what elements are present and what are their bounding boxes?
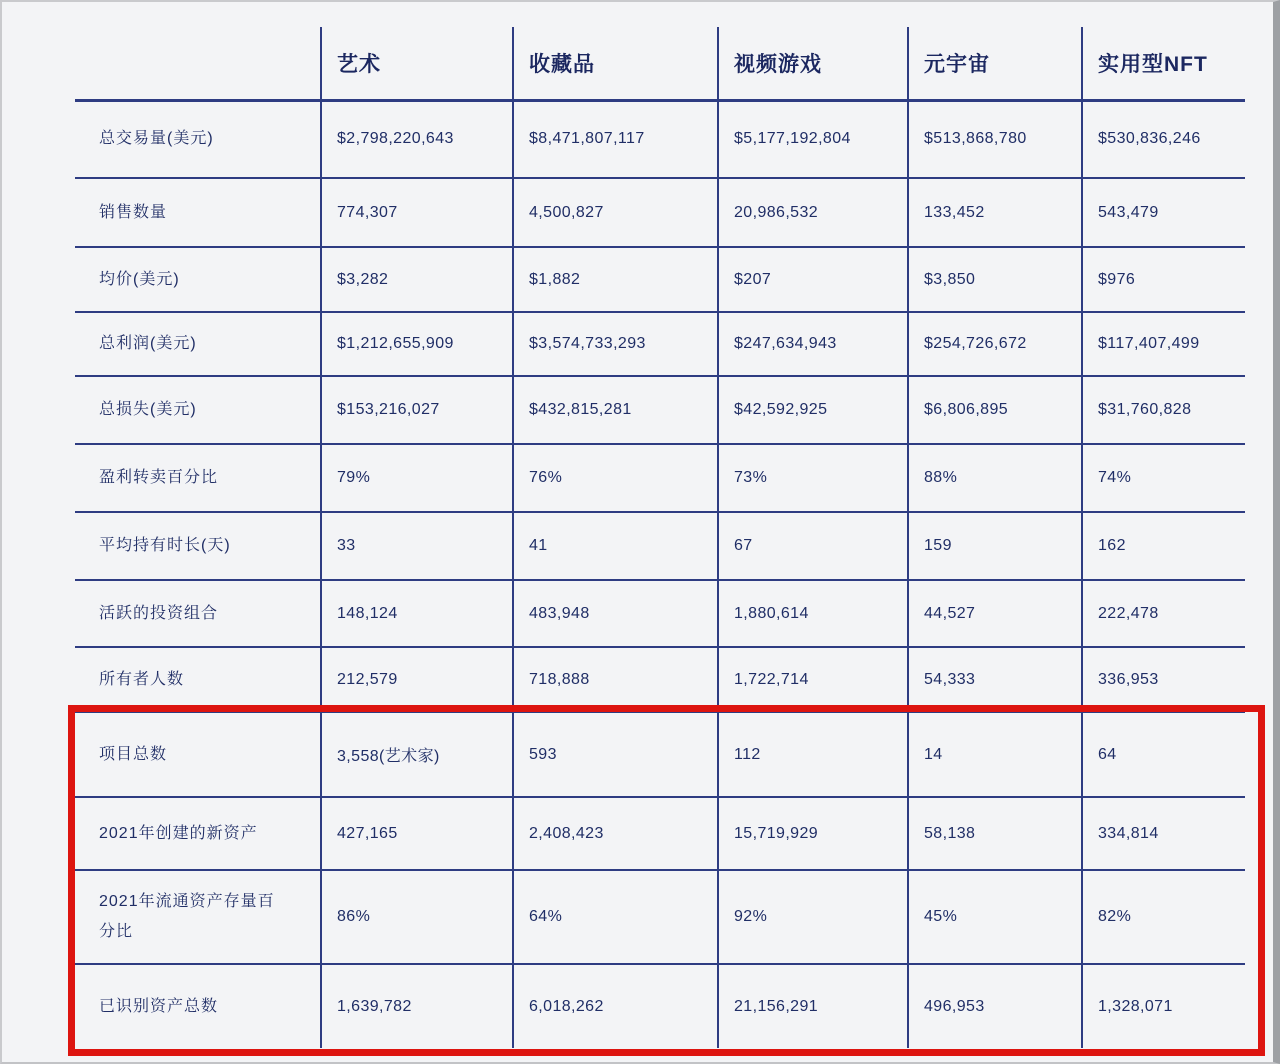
cell-value: $530,836,246 <box>1082 100 1245 178</box>
cell-value: 41 <box>513 512 718 580</box>
cell-value: 3,558(艺术家) <box>321 712 513 797</box>
cell-value: 76% <box>513 444 718 512</box>
cell-value: 2,408,423 <box>513 797 718 870</box>
cell-value: 74% <box>1082 444 1245 512</box>
cell-value: 45% <box>908 870 1082 964</box>
cell-value: 86% <box>321 870 513 964</box>
cell-value: $3,574,733,293 <box>513 312 718 376</box>
cell-value: 64 <box>1082 712 1245 797</box>
row-label: 总利润(美元) <box>75 312 321 376</box>
cell-value: 1,880,614 <box>718 580 908 647</box>
cell-value: 33 <box>321 512 513 580</box>
cell-value: $8,471,807,117 <box>513 100 718 178</box>
cell-value: 15,719,929 <box>718 797 908 870</box>
cell-value: $42,592,925 <box>718 376 908 444</box>
table-row <box>75 312 1245 376</box>
cell-value: 427,165 <box>321 797 513 870</box>
column-header: 视频游戏 <box>718 27 908 100</box>
cell-value: 222,478 <box>1082 580 1245 647</box>
cell-value: 212,579 <box>321 647 513 712</box>
table-row <box>75 580 1245 647</box>
cell-value: 88% <box>908 444 1082 512</box>
cell-value: 718,888 <box>513 647 718 712</box>
nft-category-stats-table <box>75 27 1245 1048</box>
column-header: 收藏品 <box>513 27 718 100</box>
cell-value: 73% <box>718 444 908 512</box>
cell-value: 336,953 <box>1082 647 1245 712</box>
cell-value: $31,760,828 <box>1082 376 1245 444</box>
table-row <box>75 870 1245 964</box>
cell-value: $432,815,281 <box>513 376 718 444</box>
cell-value: $254,726,672 <box>908 312 1082 376</box>
cell-value: 14 <box>908 712 1082 797</box>
cell-value: 20,986,532 <box>718 178 908 247</box>
cell-value: $1,212,655,909 <box>321 312 513 376</box>
row-label: 总损失(美元) <box>75 376 321 444</box>
row-label: 所有者人数 <box>75 647 321 712</box>
cell-value: 21,156,291 <box>718 964 908 1048</box>
cell-value: 774,307 <box>321 178 513 247</box>
cell-value: $1,882 <box>513 247 718 312</box>
cell-value: 112 <box>718 712 908 797</box>
cell-value: 159 <box>908 512 1082 580</box>
cell-value: $3,282 <box>321 247 513 312</box>
cell-value: $153,216,027 <box>321 376 513 444</box>
cell-value: $247,634,943 <box>718 312 908 376</box>
corner-cell <box>75 27 321 100</box>
row-label: 活跃的投资组合 <box>75 580 321 647</box>
table-row <box>75 797 1245 870</box>
cell-value: 64% <box>513 870 718 964</box>
cell-value: 6,018,262 <box>513 964 718 1048</box>
row-label: 已识别资产总数 <box>99 997 219 1015</box>
cell-value: 593 <box>513 712 718 797</box>
cell-value: 79% <box>321 444 513 512</box>
cell-value: 148,124 <box>321 580 513 647</box>
cell-value: 67 <box>718 512 908 580</box>
row-label: 2021年创建的新资产 <box>75 797 321 870</box>
cell-value: $976 <box>1082 247 1245 312</box>
table-row <box>75 100 1245 178</box>
table-row <box>75 178 1245 247</box>
table-row <box>75 712 1245 797</box>
table-row <box>75 444 1245 512</box>
row-label: 盈利转卖百分比 <box>75 444 321 512</box>
column-header: 艺术 <box>321 27 513 100</box>
row-label: 项目总数 <box>75 712 321 797</box>
table-body <box>75 100 1245 1048</box>
cell-value: 58,138 <box>908 797 1082 870</box>
cell-value: $513,868,780 <box>908 100 1082 178</box>
row-label: 均价(美元) <box>75 247 321 312</box>
table-row <box>75 964 1245 1048</box>
cell-value: 543,479 <box>1082 178 1245 247</box>
cell-value: $2,798,220,643 <box>321 100 513 178</box>
cell-value: $6,806,895 <box>908 376 1082 444</box>
cell-value: 334,814 <box>1082 797 1245 870</box>
cell-value: $117,407,499 <box>1082 312 1245 376</box>
cell-value: 1,328,071 <box>1082 964 1245 1048</box>
column-header: 元宇宙 <box>908 27 1082 100</box>
table-row <box>75 647 1245 712</box>
table-row <box>75 376 1245 444</box>
table-row <box>75 247 1245 312</box>
table-row <box>75 512 1245 580</box>
column-header: 实用型NFT <box>1082 27 1245 100</box>
row-label: 总交易量(美元) <box>75 100 321 178</box>
row-label: 平均持有时长(天) <box>75 512 321 580</box>
cell-value: 54,333 <box>908 647 1082 712</box>
cell-value: 1,722,714 <box>718 647 908 712</box>
cell-value: 44,527 <box>908 580 1082 647</box>
cell-value: $5,177,192,804 <box>718 100 908 178</box>
cell-value: 92% <box>718 870 908 964</box>
cell-value: 82% <box>1082 870 1245 964</box>
cell-value: 133,452 <box>908 178 1082 247</box>
row-label: 销售数量 <box>75 178 321 247</box>
cell-value: 4,500,827 <box>513 178 718 247</box>
cell-value: $207 <box>718 247 908 312</box>
cell-value: 1,639,782 <box>321 964 513 1048</box>
cell-value: 483,948 <box>513 580 718 647</box>
cell-value: 162 <box>1082 512 1245 580</box>
row-label: 2021年流通资产存量百分比 <box>75 870 321 964</box>
cell-value: 496,953 <box>908 964 1082 1048</box>
cell-value: $3,850 <box>908 247 1082 312</box>
header-row <box>75 27 1245 100</box>
